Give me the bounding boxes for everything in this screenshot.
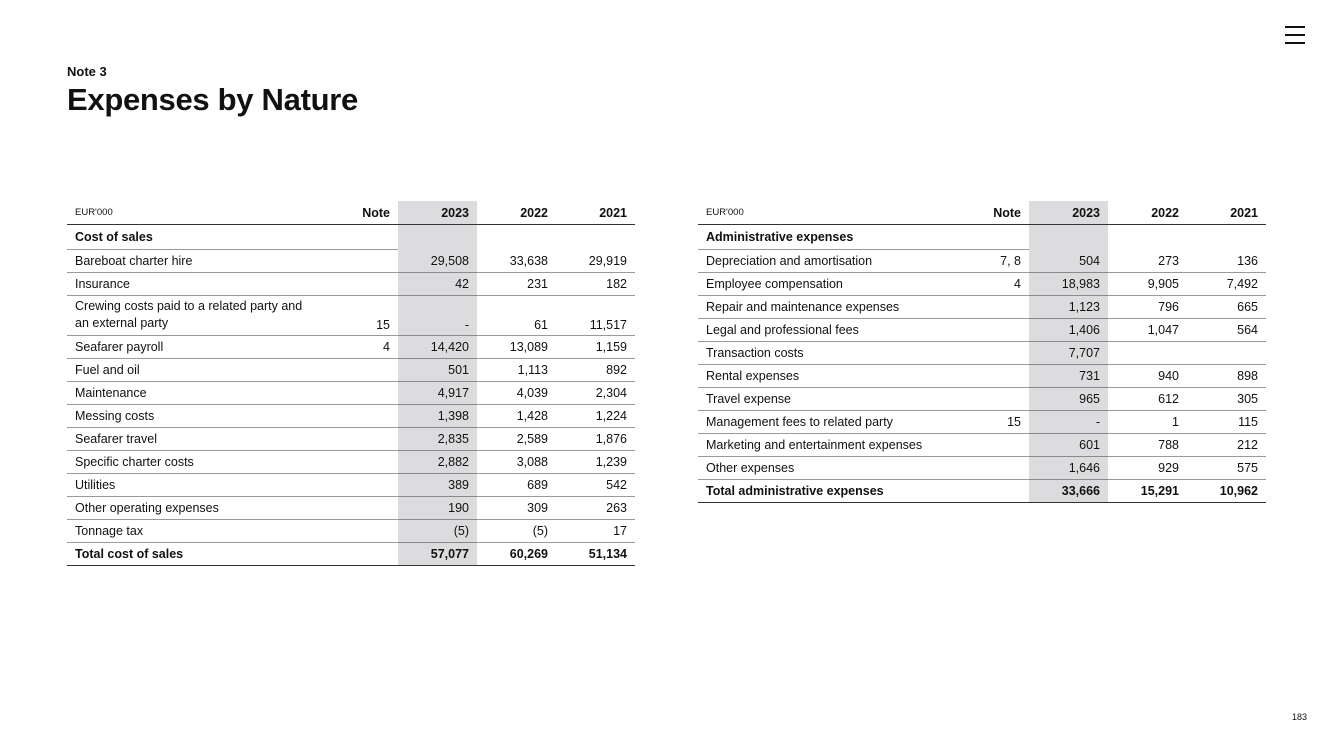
row-value-2021: 7,492 — [1187, 273, 1266, 296]
row-value-2023: 1,123 — [1029, 296, 1108, 319]
table-row — [698, 411, 1266, 434]
table-row — [698, 365, 1266, 388]
row-value-2022: 1,047 — [1108, 319, 1187, 342]
year-2023-header: 2023 — [398, 201, 477, 225]
row-value-2022: 61 — [477, 296, 556, 336]
row-value-2022: 929 — [1108, 457, 1187, 480]
row-note — [323, 405, 398, 428]
row-value-2022: (5) — [477, 520, 556, 543]
row-value-2023: 7,707 — [1029, 342, 1108, 365]
row-value-2023: 501 — [398, 359, 477, 382]
row-note — [323, 273, 398, 296]
row-note — [323, 520, 398, 543]
row-note — [954, 296, 1029, 319]
table-row — [698, 342, 1266, 365]
row-label: Other expenses — [698, 457, 954, 480]
row-value-2021: 665 — [1187, 296, 1266, 319]
row-value-2021: 182 — [556, 273, 635, 296]
row-value-2022: 1,428 — [477, 405, 556, 428]
row-label: Depreciation and amortisation — [698, 250, 954, 273]
table-row — [698, 319, 1266, 342]
row-value-2023: 1,398 — [398, 405, 477, 428]
section-title: Cost of sales — [67, 225, 323, 250]
row-value-2023: 965 — [1029, 388, 1108, 411]
total-value-2023: 57,077 — [398, 543, 477, 566]
row-value-2021: 892 — [556, 359, 635, 382]
row-label: Rental expenses — [698, 365, 954, 388]
row-value-2023: 1,406 — [1029, 319, 1108, 342]
row-label: Maintenance — [67, 382, 323, 405]
row-value-2023: 18,983 — [1029, 273, 1108, 296]
row-value-2023: 601 — [1029, 434, 1108, 457]
row-value-2022: 2,589 — [477, 428, 556, 451]
table-row — [67, 382, 635, 405]
row-value-2022: 940 — [1108, 365, 1187, 388]
row-note — [323, 382, 398, 405]
row-value-2022: 612 — [1108, 388, 1187, 411]
row-note — [323, 451, 398, 474]
row-value-2023: 731 — [1029, 365, 1108, 388]
total-value-2021: 10,962 — [1187, 480, 1266, 503]
row-value-2022: 1 — [1108, 411, 1187, 434]
row-value-2023: 190 — [398, 497, 477, 520]
row-value-2022: 3,088 — [477, 451, 556, 474]
hamburger-menu-icon[interactable] — [1285, 26, 1305, 46]
row-note — [954, 457, 1029, 480]
row-note — [954, 434, 1029, 457]
row-label: Repair and maintenance expenses — [698, 296, 954, 319]
table-row — [698, 250, 1266, 273]
year-2021-header: 2021 — [556, 201, 635, 225]
total-note — [954, 480, 1029, 503]
table-row — [698, 388, 1266, 411]
row-note — [323, 428, 398, 451]
row-value-2023: - — [398, 296, 477, 336]
row-note: 4 — [323, 336, 398, 359]
row-value-2021: 564 — [1187, 319, 1266, 342]
row-value-2021: 212 — [1187, 434, 1266, 457]
row-value-2023: 504 — [1029, 250, 1108, 273]
table-header-row — [698, 201, 1266, 225]
row-value-2023: 389 — [398, 474, 477, 497]
row-note: 15 — [954, 411, 1029, 434]
table-row — [67, 451, 635, 474]
table-row — [698, 434, 1266, 457]
total-value-2023: 33,666 — [1029, 480, 1108, 503]
administrative-expenses-table — [698, 201, 1266, 503]
table-row — [698, 296, 1266, 319]
row-note — [323, 497, 398, 520]
row-note — [323, 250, 398, 273]
total-row — [698, 480, 1266, 503]
row-value-2023: 4,917 — [398, 382, 477, 405]
row-value-2022: 273 — [1108, 250, 1187, 273]
row-value-2021: 542 — [556, 474, 635, 497]
table-row — [67, 497, 635, 520]
row-value-2022: 796 — [1108, 296, 1187, 319]
row-note — [954, 342, 1029, 365]
table-header-row — [67, 201, 635, 225]
row-value-2022: 231 — [477, 273, 556, 296]
row-value-2022: 788 — [1108, 434, 1187, 457]
row-label: Marketing and entertainment expenses — [698, 434, 954, 457]
row-value-2023: 1,646 — [1029, 457, 1108, 480]
table-row — [67, 296, 635, 336]
row-note — [323, 474, 398, 497]
row-label: Travel expense — [698, 388, 954, 411]
row-label: Fuel and oil — [67, 359, 323, 382]
row-value-2023: 42 — [398, 273, 477, 296]
row-note — [954, 365, 1029, 388]
row-value-2021: 1,876 — [556, 428, 635, 451]
row-note: 7, 8 — [954, 250, 1029, 273]
row-value-2023: 2,835 — [398, 428, 477, 451]
row-label: Seafarer travel — [67, 428, 323, 451]
row-note — [954, 319, 1029, 342]
row-value-2022: 4,039 — [477, 382, 556, 405]
row-value-2022: 689 — [477, 474, 556, 497]
section-title: Administrative expenses — [698, 225, 954, 250]
row-label: Crewing costs paid to a related party and an external party — [67, 296, 323, 336]
row-note: 15 — [323, 296, 398, 336]
year-2023-header: 2023 — [1029, 201, 1108, 225]
total-value-2022: 60,269 — [477, 543, 556, 566]
table-row — [67, 359, 635, 382]
table-row — [67, 405, 635, 428]
row-value-2022: 1,113 — [477, 359, 556, 382]
year-2022-header: 2022 — [1108, 201, 1187, 225]
row-value-2023: - — [1029, 411, 1108, 434]
row-value-2022: 9,905 — [1108, 273, 1187, 296]
row-value-2023: 14,420 — [398, 336, 477, 359]
total-row — [67, 543, 635, 566]
currency-header: EUR'000 — [67, 201, 323, 225]
note-label: Note 3 — [67, 64, 107, 79]
row-label: Seafarer payroll — [67, 336, 323, 359]
row-value-2023: 2,882 — [398, 451, 477, 474]
row-label: Insurance — [67, 273, 323, 296]
row-value-2021: 1,224 — [556, 405, 635, 428]
row-value-2021: 29,919 — [556, 250, 635, 273]
row-value-2021: 263 — [556, 497, 635, 520]
note-header: Note — [323, 201, 398, 225]
row-label: Bareboat charter hire — [67, 250, 323, 273]
page-number: 183 — [1291, 712, 1307, 722]
row-value-2023: 29,508 — [398, 250, 477, 273]
row-note — [954, 388, 1029, 411]
row-value-2022: 33,638 — [477, 250, 556, 273]
table-row — [698, 273, 1266, 296]
row-value-2021: 115 — [1187, 411, 1266, 434]
section-row — [67, 225, 635, 250]
row-value-2022: 13,089 — [477, 336, 556, 359]
total-value-2021: 51,134 — [556, 543, 635, 566]
row-value-2021: 2,304 — [556, 382, 635, 405]
row-value-2022 — [1108, 342, 1187, 365]
total-label: Total cost of sales — [67, 543, 323, 566]
row-value-2021 — [1187, 342, 1266, 365]
table-row — [67, 428, 635, 451]
total-label: Total administrative expenses — [698, 480, 954, 503]
total-value-2022: 15,291 — [1108, 480, 1187, 503]
row-value-2021: 136 — [1187, 250, 1266, 273]
total-note — [323, 543, 398, 566]
row-label: Other operating expenses — [67, 497, 323, 520]
row-label: Management fees to related party — [698, 411, 954, 434]
row-label: Specific charter costs — [67, 451, 323, 474]
row-value-2021: 11,517 — [556, 296, 635, 336]
table-row — [67, 474, 635, 497]
row-label: Transaction costs — [698, 342, 954, 365]
table-row — [67, 336, 635, 359]
row-note: 4 — [954, 273, 1029, 296]
cost-of-sales-table — [67, 201, 635, 566]
row-value-2021: 305 — [1187, 388, 1266, 411]
row-value-2021: 575 — [1187, 457, 1266, 480]
note-header: Note — [954, 201, 1029, 225]
row-value-2022: 309 — [477, 497, 556, 520]
row-label: Utilities — [67, 474, 323, 497]
row-label: Legal and professional fees — [698, 319, 954, 342]
row-value-2021: 898 — [1187, 365, 1266, 388]
row-value-2021: 1,159 — [556, 336, 635, 359]
year-2022-header: 2022 — [477, 201, 556, 225]
page-title: Expenses by Nature — [67, 82, 358, 117]
row-label: Tonnage tax — [67, 520, 323, 543]
table-row — [67, 520, 635, 543]
row-value-2023: (5) — [398, 520, 477, 543]
row-label: Messing costs — [67, 405, 323, 428]
section-row — [698, 225, 1266, 250]
table-row — [67, 273, 635, 296]
table-row — [698, 457, 1266, 480]
year-2021-header: 2021 — [1187, 201, 1266, 225]
row-value-2021: 17 — [556, 520, 635, 543]
currency-header: EUR'000 — [698, 201, 954, 225]
table-row — [67, 250, 635, 273]
row-value-2021: 1,239 — [556, 451, 635, 474]
row-note — [323, 359, 398, 382]
row-label: Employee compensation — [698, 273, 954, 296]
